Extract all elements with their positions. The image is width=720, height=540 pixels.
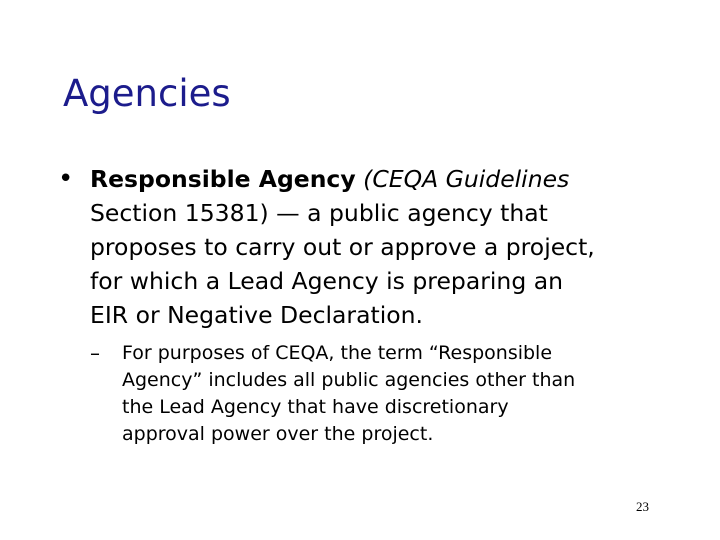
bullet-marker: • xyxy=(58,164,74,194)
bullet-line-4: for which a Lead Agency is preparing an xyxy=(90,267,563,295)
sub-line-3: the Lead Agency that have discretionary xyxy=(122,396,509,418)
bullet-line-3: proposes to carry out or approve a project, xyxy=(90,233,595,261)
bullet-text xyxy=(90,162,678,332)
bullet-line-1 xyxy=(90,162,678,196)
sub-bullet xyxy=(90,340,690,448)
sub-line-4: approval power over the project. xyxy=(122,423,434,445)
bullet-citation: (CEQA Guidelines xyxy=(363,165,570,193)
bullet-line-2: Section 15381) — a public agency that xyxy=(90,199,548,227)
sub-line-1: For purposes of CEQA, the term “Responsible xyxy=(122,342,553,364)
sub-bullet-marker: – xyxy=(90,341,100,365)
main-bullet xyxy=(58,162,678,332)
bullet-line-5: EIR or Negative Declaration. xyxy=(90,301,423,329)
sub-bullet-text xyxy=(122,340,690,448)
page-number: 23 xyxy=(636,499,649,514)
sub-line-2: Agency” includes all public agencies other than xyxy=(122,369,576,391)
bullet-term: Responsible Agency xyxy=(90,165,356,193)
slide-title: Agencies xyxy=(63,72,231,115)
